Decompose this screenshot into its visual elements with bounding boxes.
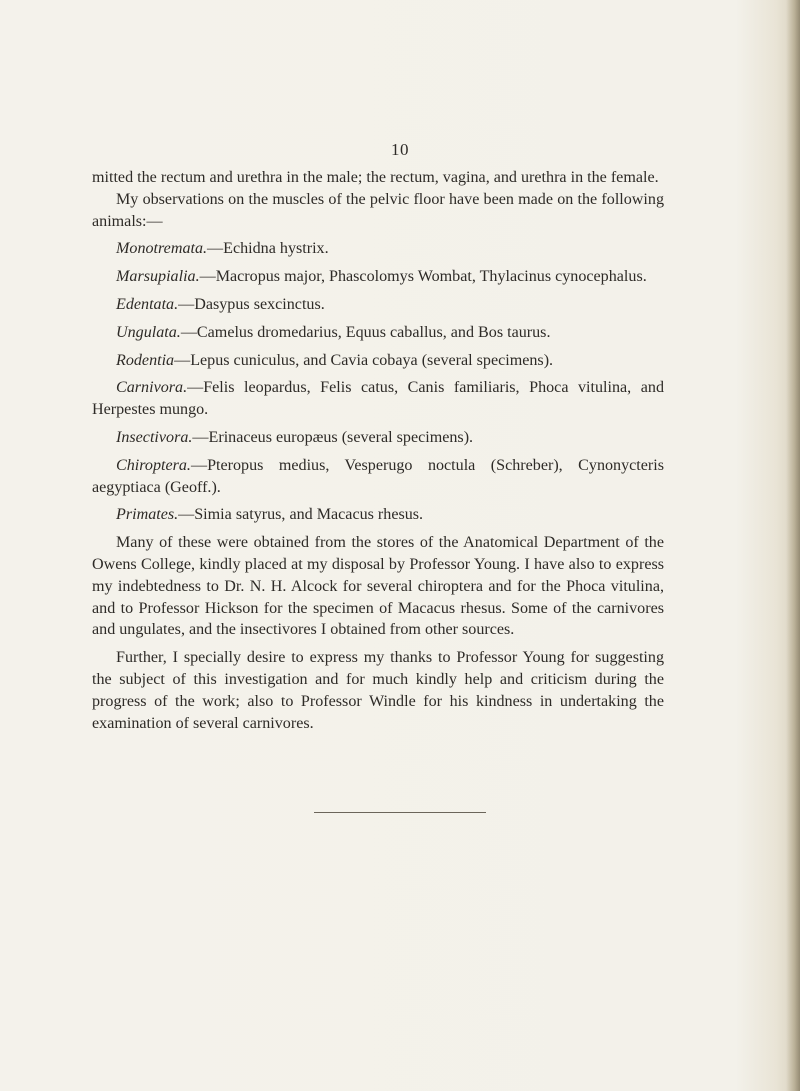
order-label: Chiroptera. [116, 456, 191, 474]
list-item-ungulata [92, 322, 664, 344]
list-item-insectivora [92, 427, 664, 449]
order-label: Carnivora. [116, 379, 188, 397]
paragraph-acknowledgements: Many of these were obtained from the stores of the Anatomical Department of the Owens College, kindly placed at my disposal by Professor Young. I have also to express my indebtedness to Dr. N. H. Alcock for several chiroptera and for the Phoca vitulina, and to Professor Hickson for the specimen of Macacus rhesus. Some of the carnivores and ungulates, and the insectivores I obtained from other sources. [92, 534, 664, 639]
species-text: —Felis leopardus, Felis catus, Canis familiaris, Phoca vitulina, and Herpestes mungo. [92, 379, 664, 419]
order-label: Edentata. [116, 295, 179, 313]
species-text: —Dasypus sexcinctus. [178, 295, 325, 313]
order-label: Monotremata. [116, 240, 208, 258]
species-text: —Pteropus medius, Vesperugo noctula (Schreber), Cynonycteris aegyptiaca (Geoff.). [92, 456, 664, 496]
order-label: Rodentia [116, 351, 175, 369]
list-item-marsupialia [92, 266, 664, 288]
species-text: —Lepus cuniculus, and Cavia cobaya (several specimens). [174, 351, 554, 369]
paragraph-observations: My observations on the muscles of the pelvic floor have been made on the following animals:— [92, 190, 664, 230]
paragraph-thanks: Further, I specially desire to express my thanks to Professor Young for suggesting the subject of this investigation and for much kindly help and criticism during the progress of the work; also to Professor Windle for his kindness in undertaking the examination of several carnivores. [92, 649, 664, 732]
order-label: Primates. [116, 506, 179, 524]
page-number: 10 [391, 140, 409, 159]
list-item-carnivora [92, 377, 664, 421]
list-item-edentata [92, 294, 664, 316]
order-label: Marsupialia. [116, 268, 200, 286]
order-label: Ungulata. [116, 323, 181, 341]
order-label: Insectivora. [116, 428, 193, 446]
species-text: —Macropus major, Phascolomys Wombat, Thylacinus cynocephalus. [199, 268, 647, 286]
list-item-monotremata [92, 238, 664, 260]
list-item-rodentia [92, 350, 664, 372]
list-item-primates [92, 504, 664, 526]
body-text [92, 167, 664, 734]
species-text: —Simia satyrus, and Macacus rhesus. [178, 506, 424, 524]
species-text: —Camelus dromedarius, Equus caballus, and Bos taurus. [180, 323, 551, 341]
closing-rule [314, 812, 486, 813]
list-item-chiroptera [92, 455, 664, 499]
page-edge-shadow [786, 0, 800, 1091]
paragraph-continuation: mitted the rectum and urethra in the male; the rectum, vagina, and urethra in the female. [92, 169, 659, 186]
species-text: —Echidna hystrix. [207, 240, 329, 258]
species-text: —Erinaceus europæus (several specimens). [192, 428, 474, 446]
